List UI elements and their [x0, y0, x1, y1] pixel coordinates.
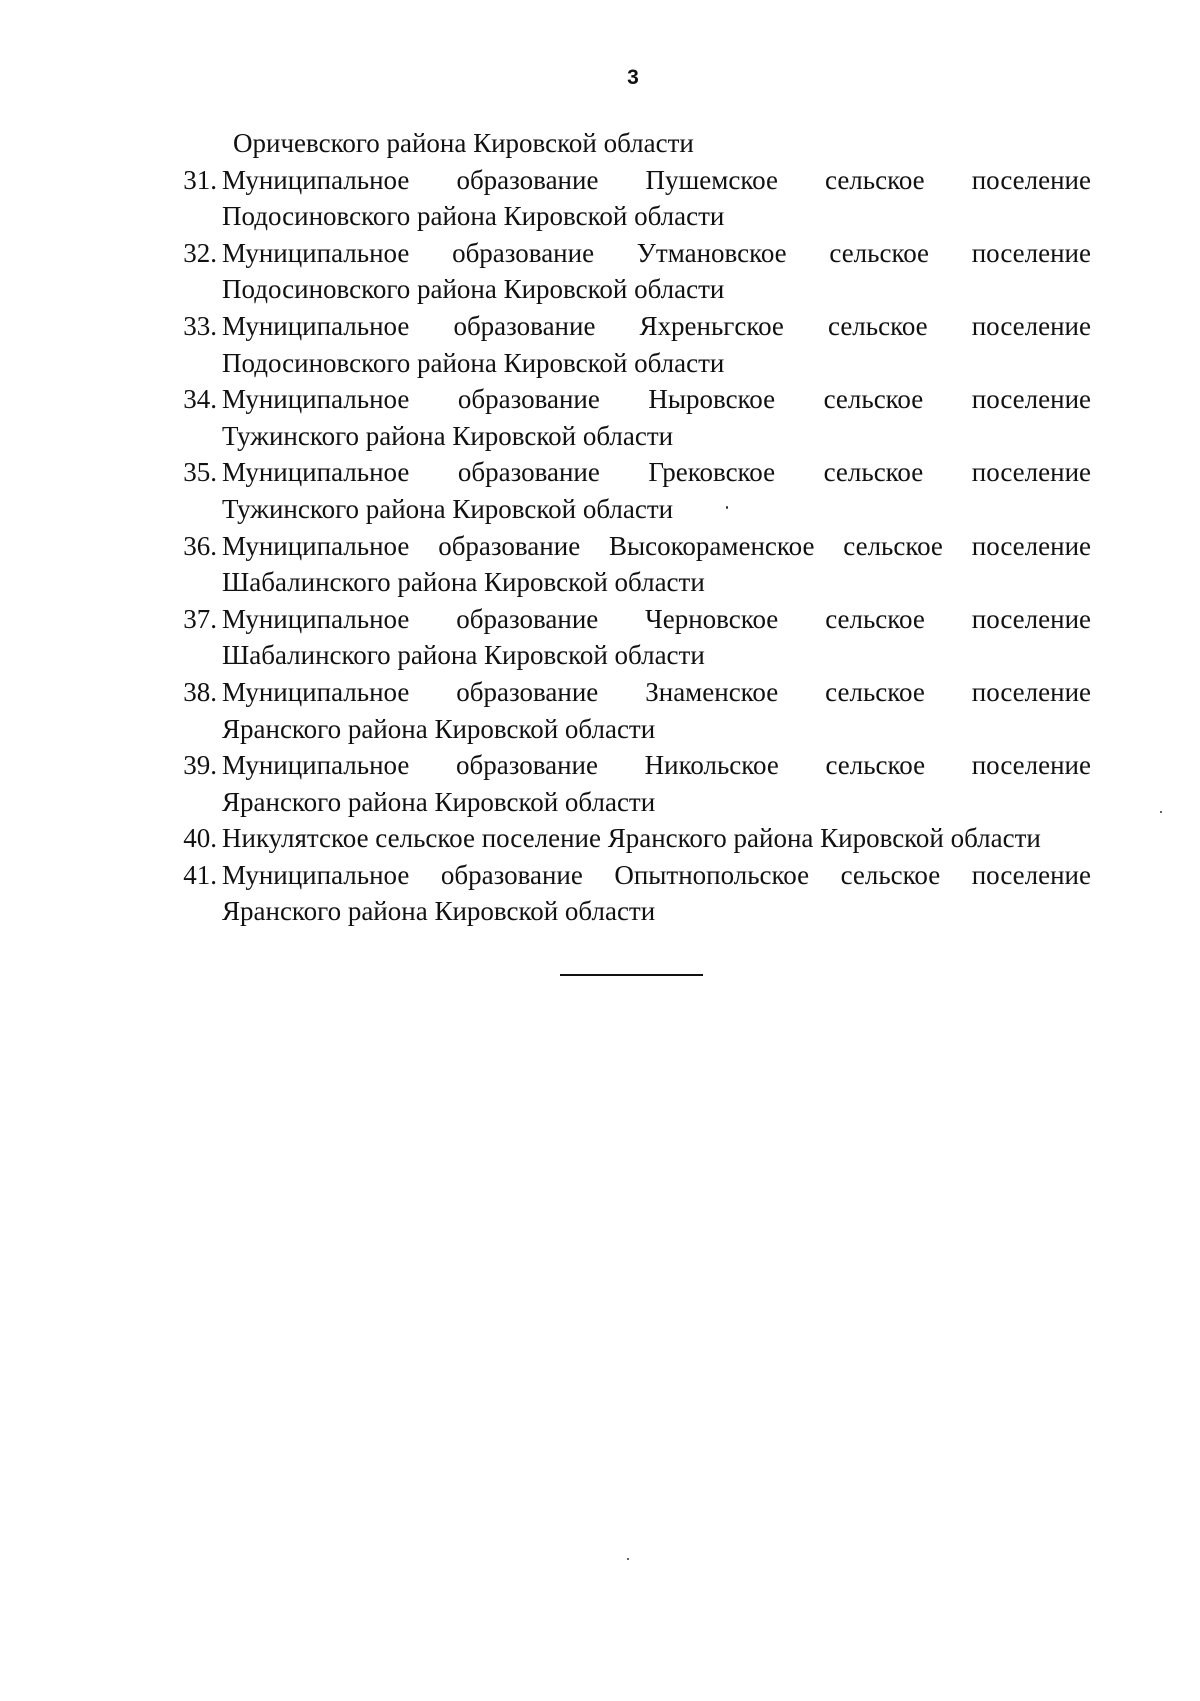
item-text — [217, 857, 1091, 930]
item-text — [217, 162, 1091, 235]
item-line-second: Шабалинского района Кировской области — [222, 567, 705, 598]
item-text — [217, 528, 1091, 601]
item-line-first: Муниципальное образование Черновское сельское поселение — [222, 603, 1091, 634]
item-number: 37. — [183, 603, 217, 634]
item-text — [217, 747, 1091, 820]
list-item — [169, 454, 1091, 527]
scan-speck — [627, 1558, 629, 1560]
item-line-first: Муниципальное образование Яхреньгское сельское поселение — [222, 310, 1091, 341]
document-body — [169, 125, 1091, 930]
page-number: 3 — [627, 66, 639, 89]
item-line-first: Муниципальное образование Грековское сельское поселение — [222, 457, 1091, 488]
item-number: 32. — [183, 237, 217, 268]
list-item — [169, 528, 1091, 601]
item-text — [217, 601, 1091, 674]
scan-speck — [1160, 811, 1162, 813]
item-line-first: Муниципальное образование Никольское сельское поселение — [222, 750, 1091, 781]
item-line-second: Тужинского района Кировской области — [222, 420, 674, 451]
continuation-line: Оричевского района Кировской области — [233, 128, 694, 158]
item-line-second: Яранского района Кировской области — [222, 896, 656, 927]
item-number: 39. — [183, 750, 217, 781]
item-line-second: Подосиновского района Кировской области — [222, 347, 725, 378]
item-line-second: Яранского района Кировской области — [222, 786, 656, 817]
item-text — [217, 454, 1091, 527]
item-number: 33. — [183, 310, 217, 341]
item-number: 36. — [183, 530, 217, 561]
item-text — [217, 674, 1091, 747]
item-line-first: Муниципальное образование Знаменское сельское поселение — [222, 676, 1091, 707]
list-item — [169, 857, 1091, 930]
item-number: 35. — [183, 457, 217, 488]
item-line-first: Муниципальное образование Высокораменское сельское поселение — [222, 530, 1091, 561]
item-line-first: Муниципальное образование Пушемское сельское поселение — [222, 164, 1091, 195]
item-number: 40. — [183, 823, 217, 854]
item-line-second: Подосиновского района Кировской области — [222, 274, 725, 305]
scan-speck — [726, 506, 728, 509]
item-line-first: Муниципальное образование Опытнопольское сельское поселение — [222, 859, 1091, 890]
item-number: 41. — [183, 859, 217, 890]
item-number: 38. — [183, 676, 217, 707]
settlement-list — [169, 162, 1091, 930]
item-number: 31. — [183, 164, 217, 195]
list-item — [169, 601, 1091, 674]
item-line-first: Муниципальное образование Ныровское сельское поселение — [222, 384, 1091, 415]
list-item — [169, 235, 1091, 308]
list-item — [169, 820, 1091, 857]
item-line-first: Никулятское сельское поселение Яранского района Кировской области — [222, 823, 1041, 854]
list-item — [169, 381, 1091, 454]
list-item — [169, 674, 1091, 747]
item-line-second: Шабалинского района Кировской области — [222, 640, 705, 671]
item-text — [217, 308, 1091, 381]
item-line-second: Тужинского района Кировской области — [222, 493, 674, 524]
list-item — [169, 747, 1091, 820]
end-of-document-rule — [560, 974, 703, 976]
item-line-first: Муниципальное образование Утмановское сельское поселение — [222, 237, 1091, 268]
item-line-second: Подосиновского района Кировской области — [222, 201, 725, 232]
item-text — [217, 381, 1091, 454]
item-number: 34. — [183, 384, 217, 415]
list-item — [169, 162, 1091, 235]
list-item — [169, 308, 1091, 381]
item-text — [217, 820, 1091, 857]
item-line-second: Яранского района Кировской области — [222, 713, 656, 744]
item-text — [217, 235, 1091, 308]
